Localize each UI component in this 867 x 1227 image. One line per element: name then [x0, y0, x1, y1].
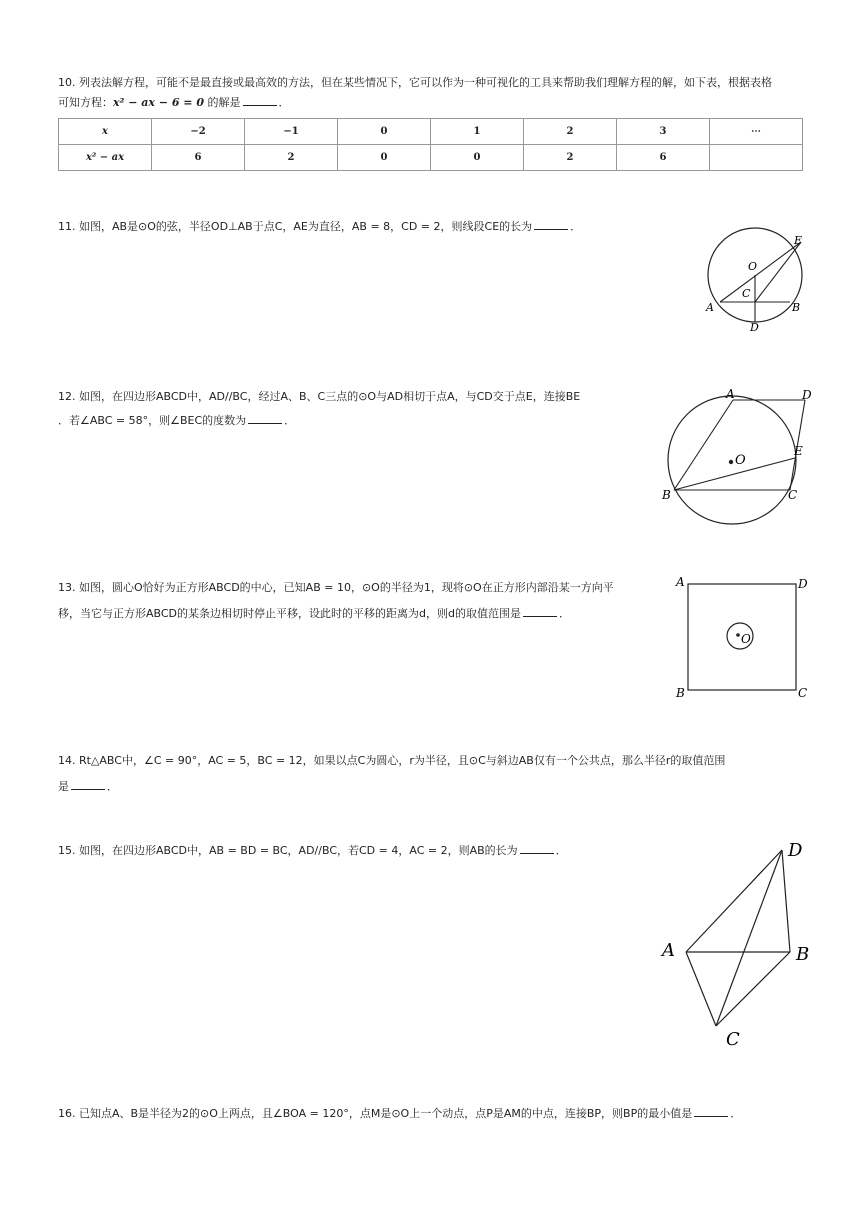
- q10-answer-lead: 的解是: [207, 96, 241, 109]
- q14-line2-text: 是: [58, 780, 69, 793]
- q13-label-c: C: [798, 686, 808, 700]
- q10-answer-blank: [243, 94, 277, 106]
- q11-label-a: A: [706, 301, 714, 314]
- q15-answer-blank: [520, 842, 554, 854]
- table-cell: [710, 145, 803, 171]
- table-cell: 2: [524, 145, 617, 171]
- q15-side-ac: [686, 952, 716, 1026]
- q13-label-a: A: [676, 575, 685, 589]
- q15-text: 15. 如图，在四边形ABCD中，AB = BD = BC，AD//BC，若CD = 4，AC = 2，则AB的长为: [58, 844, 518, 857]
- q12-label-b: B: [662, 488, 671, 502]
- q12-label-a: A: [726, 387, 735, 401]
- q13-center-dot: [736, 633, 740, 637]
- q15-label-d: D: [788, 840, 803, 861]
- q11-label-c: C: [742, 287, 751, 300]
- table-cell: 6: [617, 145, 710, 171]
- table-cell: 0: [431, 145, 524, 171]
- q12-end: ．: [284, 414, 296, 427]
- q12-line1: 12. 如图，在四边形ABCD中，AD//BC，经过A、B、C三点的⊙O与AD相切于点A，与CD交于点E，连接BE: [58, 390, 581, 403]
- question-15: [58, 838, 567, 864]
- q15-end: ．: [555, 844, 567, 857]
- q12-label-d: D: [802, 388, 812, 402]
- q15-side-ad: [686, 850, 782, 952]
- q13-line1: 13. 如图，圆心O恰好为正方形ABCD的中心，已知AB = 10，⊙O的半径为1，现将⊙O在正方形内部沿某一方向平: [58, 581, 614, 594]
- table-cell: −2: [152, 119, 245, 145]
- q16-end: ．: [730, 1107, 742, 1120]
- table-row: [59, 119, 803, 145]
- q15-side-db: [782, 850, 790, 952]
- q15-diagonal-cd: [716, 850, 782, 1026]
- q12-line2: [58, 408, 580, 434]
- q11-end: ．: [570, 220, 582, 233]
- question-11: [58, 214, 581, 240]
- q10-line1: 10. 列表法解方程，可能不是最直接或最高效的方法，但在某些情况下，它可以作为一种可视化的工具来帮助我们理解方程的解，如下表，根据表格: [58, 76, 772, 89]
- q12-label-c: C: [788, 488, 798, 502]
- q15-figure: [660, 838, 820, 1053]
- q10-equation: x² − ax − 6 = 0: [113, 96, 204, 109]
- question-10: [58, 70, 772, 116]
- q14-line2: [58, 774, 725, 800]
- table-cell: 3: [617, 119, 710, 145]
- q13-label-o: O: [741, 632, 751, 646]
- question-12: [58, 384, 580, 434]
- table-cell: x: [59, 119, 152, 145]
- table-cell: ⋯: [710, 119, 803, 145]
- table-cell: 1: [431, 119, 524, 145]
- q12-center-dot: [729, 460, 733, 464]
- q15-label-a: A: [662, 940, 675, 961]
- q12-figure: [660, 386, 820, 531]
- q12-circle: [668, 396, 796, 524]
- q11-label-o: O: [748, 260, 758, 273]
- table-row: [59, 145, 803, 171]
- q14-line1: 14. Rt△ABC中，∠C = 90°，AC = 5，BC = 12，如果以点C为圆心，r为半径，且⊙C与斜边AB仅有一个公共点，那么半径r的取值范围: [58, 754, 726, 767]
- table-cell: 0: [338, 145, 431, 171]
- table-cell: x² − ax: [59, 145, 152, 171]
- q12-label-o: O: [735, 453, 746, 468]
- q11-figure: [700, 228, 820, 338]
- question-14: [58, 748, 725, 800]
- q11-text: 11. 如图，AB是⊙O的弦，半径OD⊥AB于点C，AE为直径，AB = 8，CD = 2，则线段CE的长为: [58, 220, 533, 233]
- q12-label-e: E: [794, 444, 803, 458]
- q12-line2-text: ．若∠ABC = 58°，则∠BEC的度数为: [58, 414, 247, 427]
- q14-end: ．: [107, 780, 118, 793]
- q10-table: [58, 118, 803, 171]
- q13-label-b: B: [676, 686, 685, 700]
- q11-answer-blank: [534, 218, 568, 230]
- q15-label-b: B: [796, 944, 810, 965]
- q12-answer-blank: [248, 412, 282, 424]
- q13-answer-blank: [523, 605, 557, 617]
- question-16: [58, 1101, 741, 1127]
- q10-end: ．: [278, 96, 290, 109]
- table-cell: −1: [245, 119, 338, 145]
- q13-line2-text: 移，当它与正方形ABCD的某条边相切时停止平移，设此时的平移的距离为d，则d的取值范围是: [58, 607, 521, 620]
- table-cell: 2: [524, 119, 617, 145]
- q13-line2: [58, 601, 614, 627]
- q15-label-c: C: [726, 1029, 740, 1050]
- q14-answer-blank: [71, 778, 105, 790]
- q15-side-cb: [716, 952, 790, 1026]
- q11-label-b: B: [792, 301, 801, 314]
- q13-figure: [672, 574, 817, 704]
- table-cell: 6: [152, 145, 245, 171]
- q13-end: ．: [559, 607, 570, 620]
- q13-label-d: D: [798, 577, 808, 591]
- q11-diameter-ae: [720, 242, 801, 302]
- q10-prefix: 可知方程：: [58, 96, 113, 109]
- q11-label-e: E: [794, 234, 803, 247]
- q16-text: 16. 已知点A、B是半径为2的⊙O上两点，且∠BOA = 120°，点M是⊙O上一个动点，点P是AM的中点，连接BP，则BP的最小值是: [58, 1107, 693, 1120]
- q16-answer-blank: [694, 1105, 728, 1117]
- question-13: [58, 575, 614, 627]
- table-cell: 0: [338, 119, 431, 145]
- q11-segment-ce: [755, 242, 801, 302]
- q11-label-d: D: [750, 321, 759, 334]
- table-cell: 2: [245, 145, 338, 171]
